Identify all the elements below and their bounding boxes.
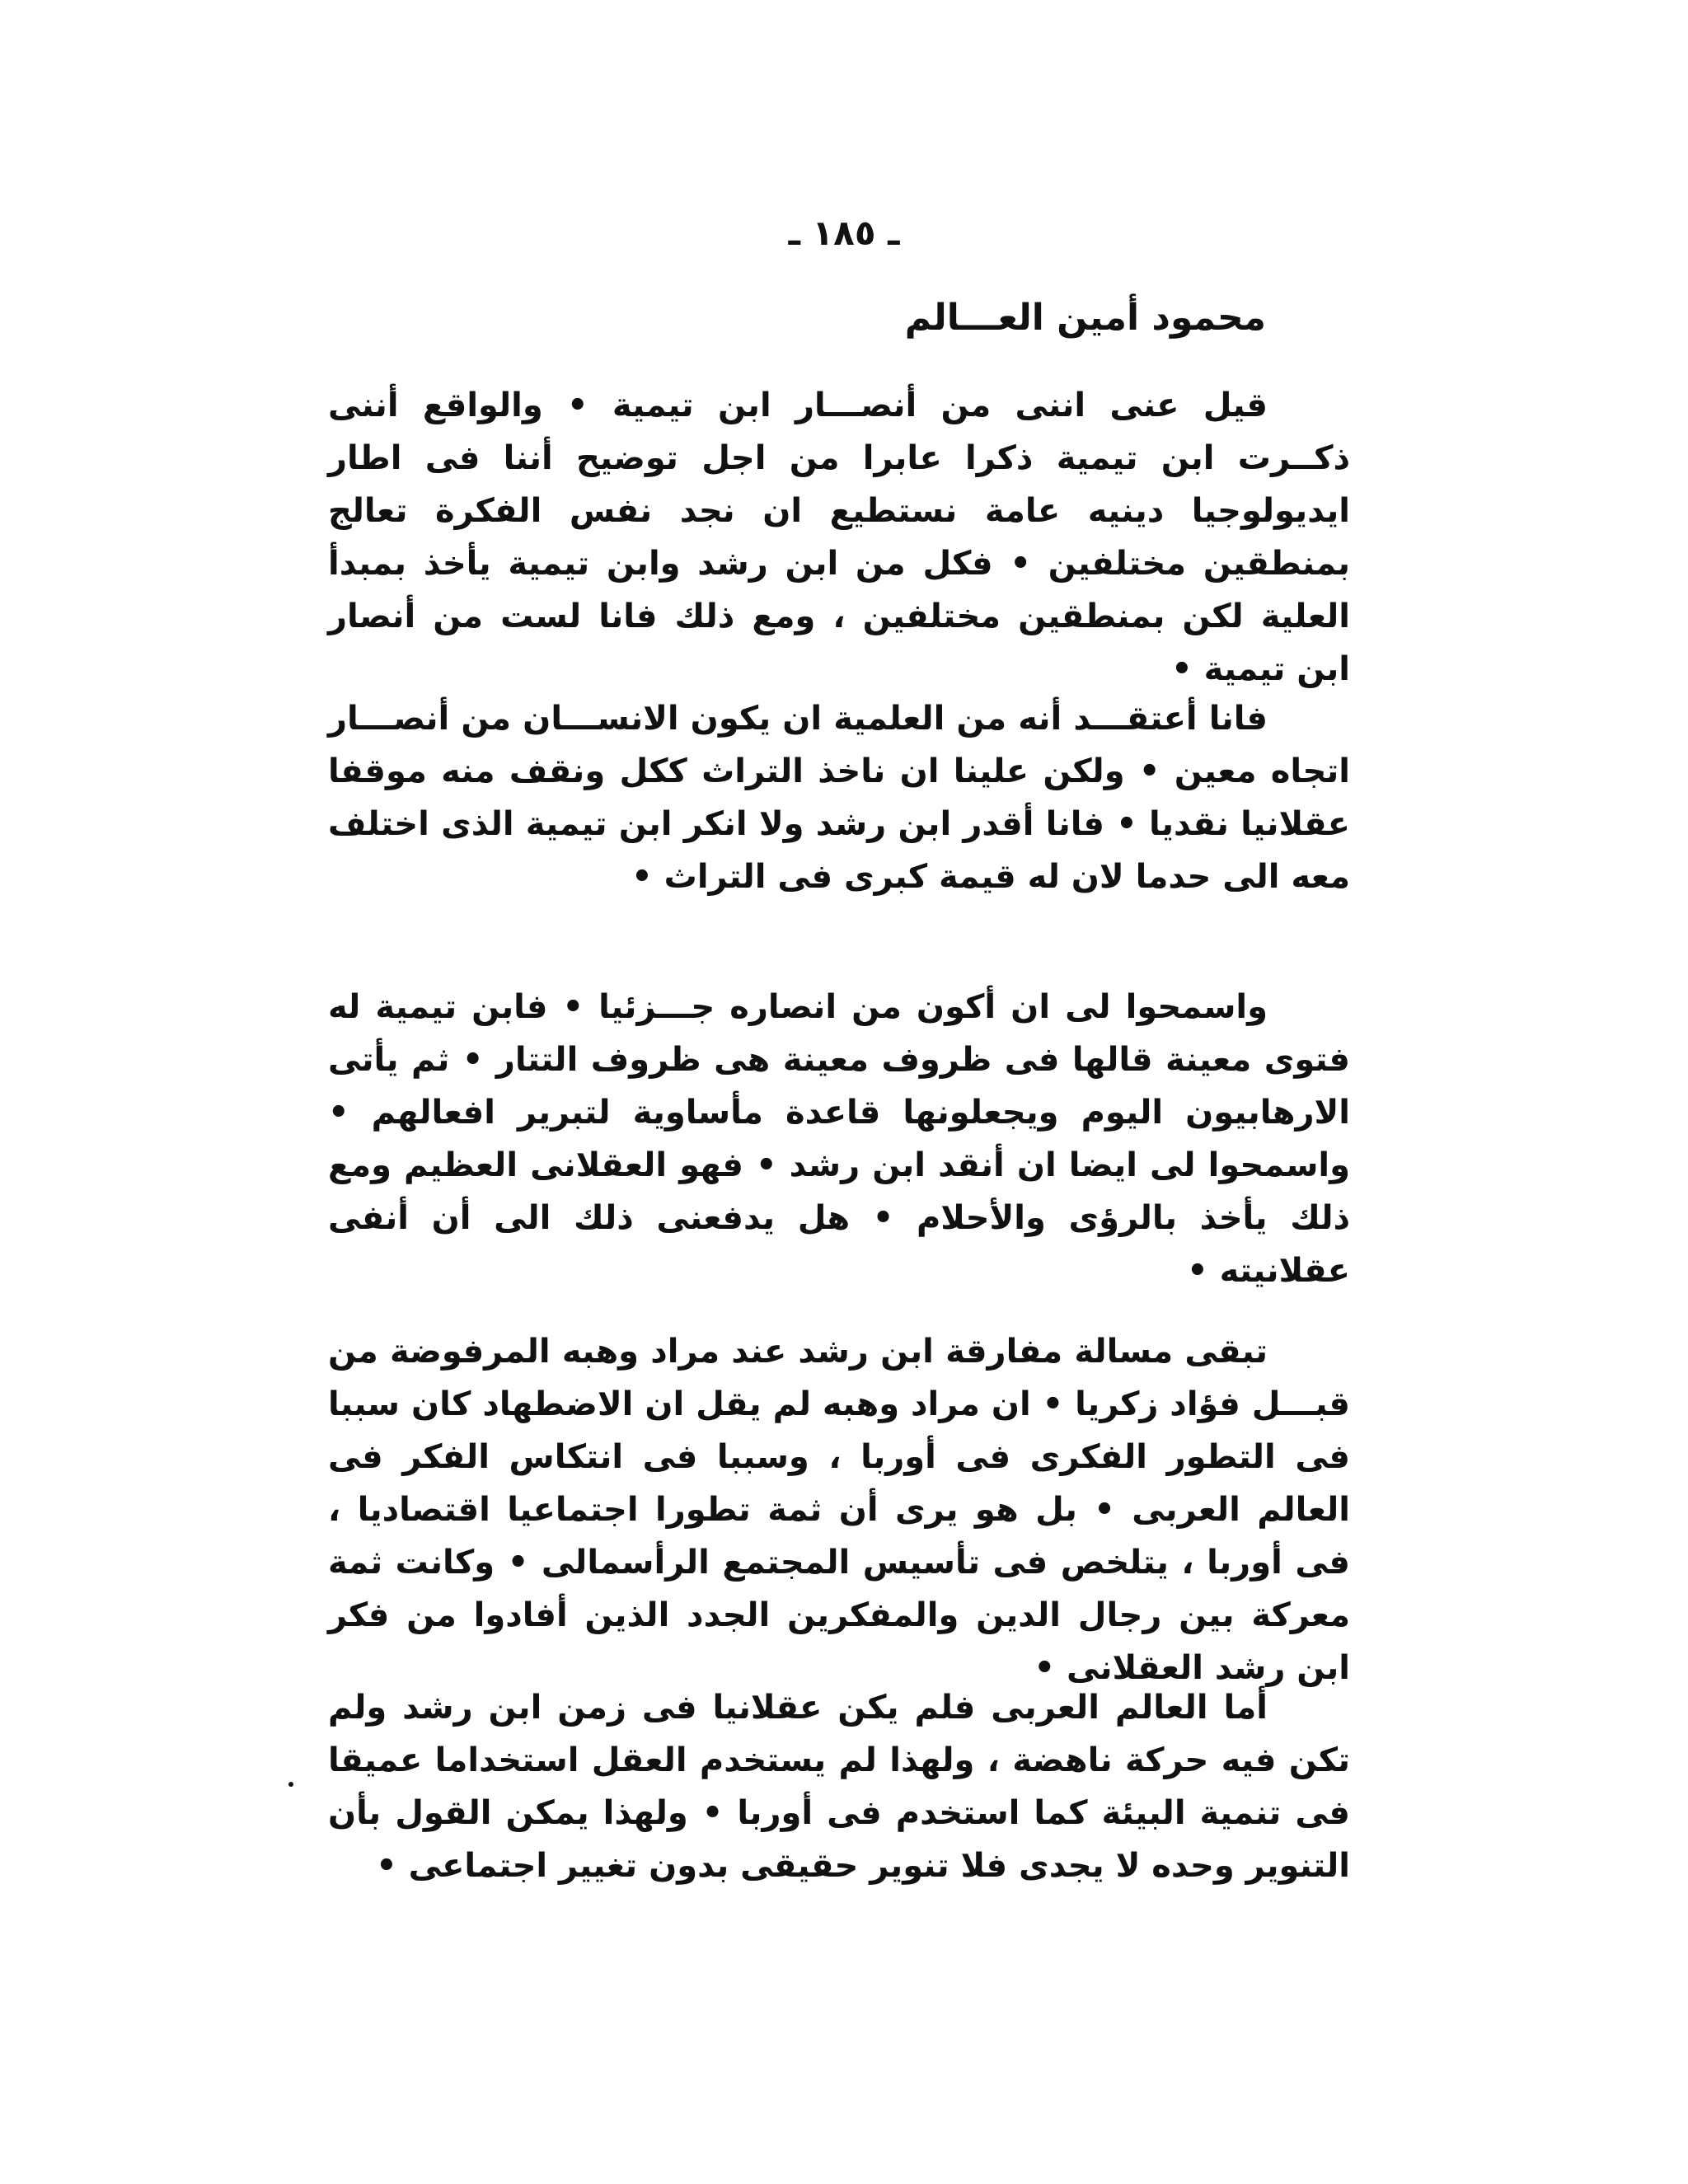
paragraph-4 (328, 1325, 1350, 1694)
paragraph-text: قيل عنى اننى من أنصـــار ابن تيمية • والواقع أننى ذكــرت ابن تيمية ذكرا عابرا من اجل توضيح أننا فى اطار ايديولوجيا دينيه عامة نستطيع ان نجد نفس الفكرة تعالج بمنطقين مختلفين • فكل من ابن رشد وابن تيمية يأخذ بمبدأ العلية لكن بمنطقين مختلفين ، ومع ذلك فانا لست من أنصار ابن تيمية • (328, 387, 1350, 688)
page-number: ـ ١٨٥ ـ (788, 213, 900, 253)
paragraph-text: فانا أعتقـــد أنه من العلمية ان يكون الانســـان من أنصـــار اتجاه معين • ولكن علينا ان ناخذ التراث ككل ونقف منه موقفا عقلانيا نقديا • فانا أقدر ابن رشد ولا انكر ابن تيمية الذى اختلف معه الى حدما لان له قيمة كبرى فى التراث • (328, 700, 1350, 896)
author-name: محمود أمين العـــالم (904, 297, 1266, 339)
paragraph-text: واسمحوا لى ان أكون من انصاره جـــزئيا • فابن تيمية له فتوى معينة قالها فى ظروف معينة هى ظروف التتار • ثم يأتى الارهابيون اليوم ويجعلونها قاعدة مأساوية لتبرير افعالهم • واسمحوا لى ايضا ان أنقد ابن رشد • فهو العقلانى العظيم ومع ذلك يأخذ بالرؤى والأحلام • هل يدفعنى ذلك الى أن أنفى عقلانيته • (328, 988, 1350, 1290)
paragraph-1 (328, 379, 1350, 696)
paragraph-5 (328, 1681, 1350, 1892)
paragraph-text: أما العالم العربى فلم يكن عقلانيا فى زمن ابن رشد ولم تكن فيه حركة ناهضة ، ولهذا لم يستخدم العقل استخداما عميقا فى تنمية البيئة كما استخدم فى أوربا • ولهذا يمكن القول بأن التنوير وحده لا يجدى فلا تنوير حقيقى بدون تغيير اجتماعى • (328, 1689, 1350, 1885)
paragraph-3 (328, 981, 1350, 1297)
paragraph-2 (328, 692, 1350, 903)
scan-dot-mark (288, 1782, 293, 1787)
paragraph-text: تبقى مسالة مفارقة ابن رشد عند مراد وهبه المرفوضة من قبـــل فؤاد زكريا • ان مراد وهبه لم يقل ان الاضطهاد كان سببا فى التطور الفكرى فى أوربا ، وسببا فى انتكاس الفكر فى العالم العربى • بل هو يرى أن ثمة تطورا اجتماعيا اقتصاديا ، فى أوربا ، يتلخص فى تأسيس المجتمع الرأسمالى • وكانت ثمة معركة بين رجال الدين والمفكرين الجدد الذين أفادوا من فكر ابن رشد العقلانى • (328, 1333, 1350, 1687)
